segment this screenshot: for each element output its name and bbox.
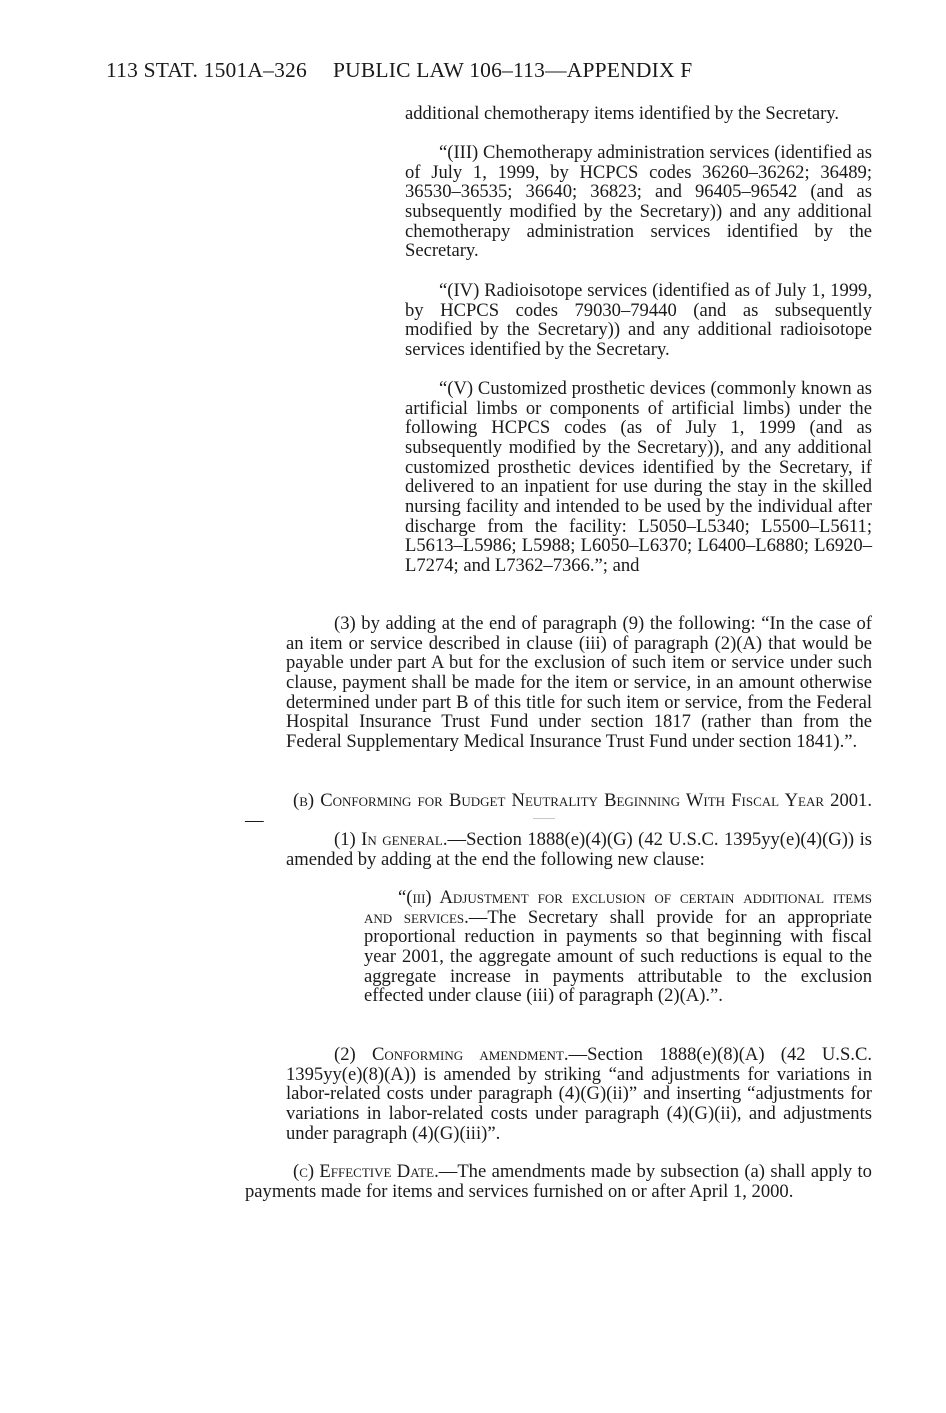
subsection-c-effective-date: (c) Effective Date.—The amendments made by subsection (a) shall apply to payments made for items and services furnished on or after April 1, 2000. <box>245 1161 872 1202</box>
clause-iii-chemotherapy-admin: “(III) Chemotherapy administration services (identified as of July 1, 1999, by HCPCS codes 36260–36262; 36489; 36530–36535; 36640; 36823; and 96405–96542 (and as subsequently modified by the Secretary)) and any additional chemotherapy administration services identified by the Secretary. <box>405 142 872 262</box>
clause-iv-radioisotope: “(IV) Radioisotope services (identified as of July 1, 1999, by HCPCS codes 79030–79440 (and as subsequently modified by the Secretary)) and any additional radioisotope services identified by the Secretary. <box>405 280 872 360</box>
statute-citation: 113 STAT. 1501A–326 <box>106 58 307 82</box>
paragraph-2-conforming-amendment: (2) Conforming amendment.—Section 1888(e)(8)(A) (42 U.S.C. 1395yy(e)(8)(A)) is amended by striking “and adjustments for variations in labor-related costs under paragraph (4)(G)(ii)” and inserting “adjustments for variations in labor-related costs under paragraph (4)(G)(ii), and adjustments under paragraph (4)(G)(iii)”. <box>286 1044 872 1144</box>
divider-mark <box>533 818 555 819</box>
page-header <box>106 58 692 83</box>
paragraph-continuation: additional chemotherapy items identified by the Secretary. <box>405 103 840 124</box>
paragraph-1-in-general: (1) In general.—Section 1888(e)(4)(G) (42 U.S.C. 1395yy(e)(4)(G)) is amended by adding at the end the following new clause: <box>286 829 872 870</box>
clause-v-prosthetic-devices: “(V) Customized prosthetic devices (commonly known as artificial limbs or components of artificial limbs) under the following HCPCS codes (as of July 1, 1999 (and as subsequently modified by the Secretary)), and any additional customized prosthetic devices identified by the Secretary, if delivered to an inpatient for use during the stay in the skilled nursing facility and intended to be used by the individual after discharge from the facility: L5050–L5340; L5500–L5611; L5613–L5986; L5988; L6050–L6370; L6400–L6880; L6920–L7274; and L7362–7366.”; and <box>405 378 872 576</box>
public-law-title: PUBLIC LAW 106–113—APPENDIX F <box>332 58 693 82</box>
subsection-b-heading: (b) Conforming for Budget Neutrality Beginning With Fiscal Year 2001.— <box>245 790 872 831</box>
clause-iii-adjustment: “(iii) Adjustment for exclusion of certain additional items and services.—The Secretary shall provide for an appropriate proportional reduction in payments so that beginning with fiscal year 2001, the aggregate amount of such reductions is equal to the aggregate increase in payments attributable to the exclusion effected under clause (iii) of paragraph (2)(A).”. <box>364 887 872 1007</box>
paragraph-3-adding: (3) by adding at the end of paragraph (9) the following: “In the case of an item or service described in clause (iii) of paragraph (2)(A) that would be payable under part A but for the exclusion of such item or service under such clause, payment shall be made for the item or service, in an amount otherwise determined under part B of this title for such item or service, from the Federal Hospital Insurance Trust Fund under section 1817 (rather than from the Federal Supplementary Medical Insurance Trust Fund under section 1841).”. <box>286 613 872 752</box>
